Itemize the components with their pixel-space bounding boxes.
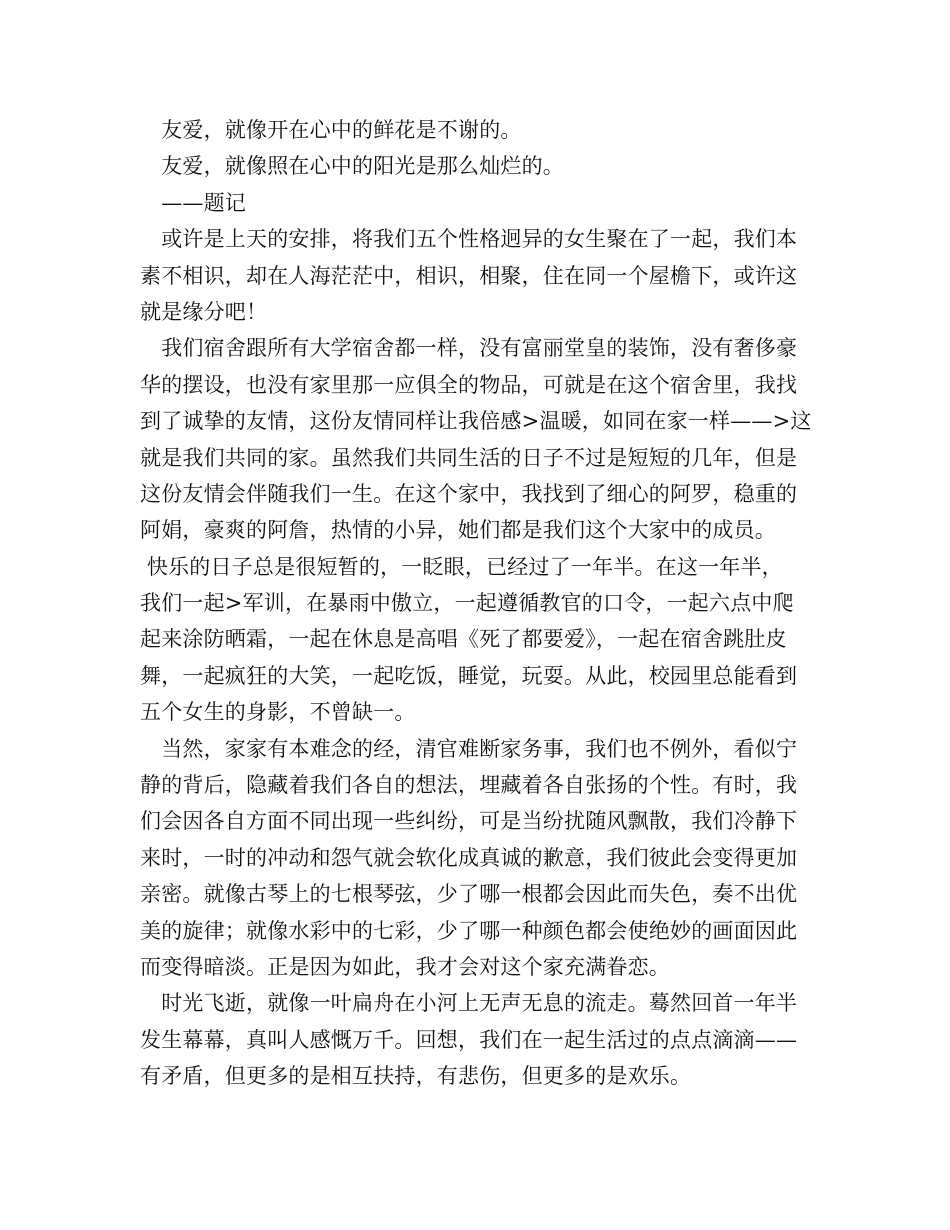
text-line: 快乐的日子总是很短暂的，一眨眼，已经过了一年半。在这一年半， — [140, 554, 783, 579]
text-line: 起来涂防晒霜，一起在休息是高唱《死了都要爱》，一起在宿舍跳肚皮 — [140, 627, 787, 652]
text-line: 来时，一时的冲动和怨气就会软化成真诚的歉意，我们彼此会变得更加 — [140, 845, 798, 870]
text-line: 我们宿舍跟所有大学宿舍都一样，没有富丽堂皇的装饰，没有奢侈豪 — [140, 336, 798, 361]
text-line: 华的摆设，也没有家里那一应俱全的物品，可就是在这个宿舍里，我找 — [140, 372, 798, 397]
text-line: 当然，家家有本难念的经，清官难断家务事，我们也不例外，看似宁 — [140, 736, 798, 761]
text-line: 我们一起>军训，在暴雨中傲立，一起遵循教官的口令，一起六点中爬 — [140, 591, 794, 616]
text-line: 这份友情会伴随我们一生。在这个家中，我找到了细心的阿罗，稳重的 — [140, 481, 798, 506]
essay-body — [140, 112, 814, 1095]
text-line: 到了诚挚的友情，这份友情同样让我倍感>温暖，如同在家一样——>这 — [140, 409, 812, 434]
text-line: 美的旋律；就像水彩中的七彩，少了哪一种颜色都会使绝妙的画面因此 — [140, 918, 798, 943]
text-line: 友爱，就像照在心中的阳光是那么灿烂的。 — [140, 154, 564, 179]
text-line: 而变得暗淡。正是因为如此，我才会对这个家充满眷恋。 — [140, 954, 670, 979]
text-line: 有矛盾，但更多的是相互扶持，有悲伤，但更多的是欢乐。 — [140, 1064, 692, 1089]
text-line: 发生幕幕，真叫人感慨万千。回想，我们在一起生活过的点点滴滴—— — [140, 1027, 798, 1052]
text-line: 舞，一起疯狂的大笑，一起吃饭，睡觉，玩耍。从此，校园里总能看到 — [140, 663, 798, 688]
text-line: 亲密。就像古琴上的七根琴弦，少了哪一根都会因此而失色，奏不出优 — [140, 882, 798, 907]
text-line: 时光飞逝，就像一叶扁舟在小河上无声无息的流走。蓦然回首一年半 — [140, 991, 798, 1016]
text-line: 或许是上天的安排，将我们五个性格迥异的女生聚在了一起，我们本 — [140, 227, 798, 252]
text-line: 们会因各自方面不同出现一些纠纷，可是当纷扰随风飘散，我们冷静下 — [140, 809, 798, 834]
text-line: 就是我们共同的家。虽然我们共同生活的日子不过是短短的几年，但是 — [140, 445, 798, 470]
text-line: 友爱，就像开在心中的鲜花是不谢的。 — [140, 118, 522, 142]
text-line: ——题记 — [140, 190, 246, 215]
text-line: 素不相识，却在人海茫茫中，相识，相聚，住在同一个屋檐下，或许这 — [140, 263, 798, 288]
text-line: 五个女生的身影，不曾缺一。 — [140, 700, 416, 725]
text-line: 静的背后，隐藏着我们各自的想法，埋藏着各自张扬的个性。有时，我 — [140, 773, 798, 798]
text-line: 就是缘分吧！ — [140, 299, 268, 324]
text-line: 阿娟，豪爽的阿詹，热情的小异，她们都是我们这个大家中的成员。 — [140, 518, 776, 543]
